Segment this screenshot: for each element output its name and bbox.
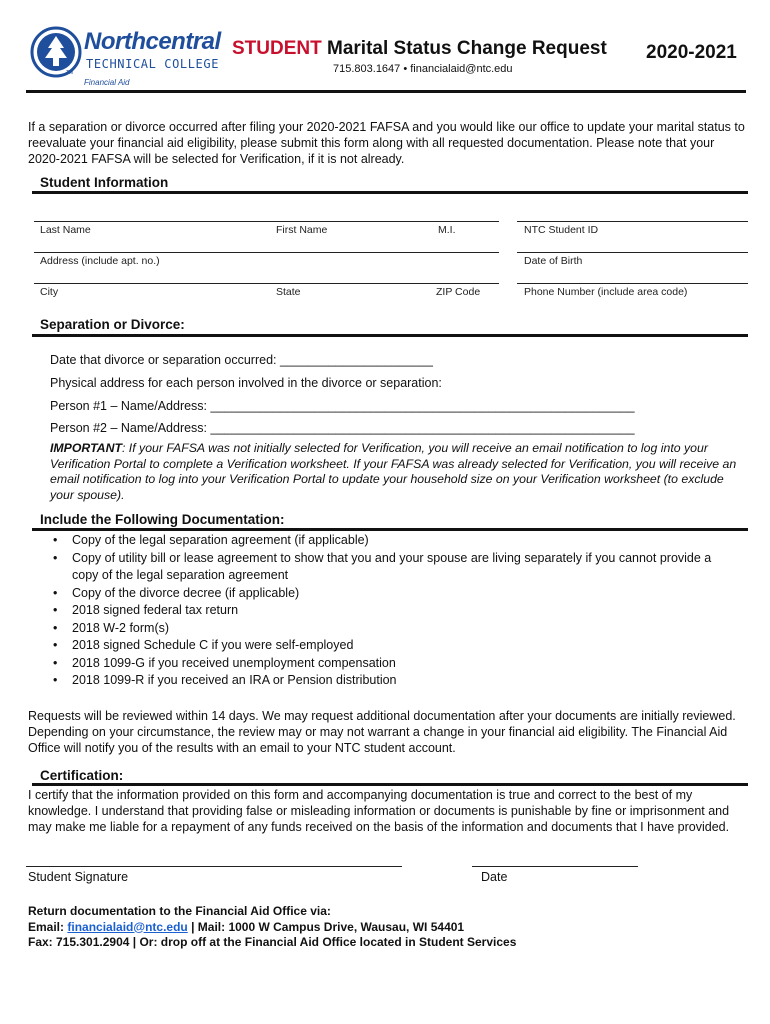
return-line1: Return documentation to the Financial Aid Office via: xyxy=(28,904,331,918)
logo-name: Northcentral xyxy=(84,28,221,55)
separation-date-line: Date that divorce or separation occurred: ______________________ xyxy=(50,353,433,367)
list-item: • 2018 signed Schedule C if you were self-employed xyxy=(50,637,740,655)
title-text: Marital Status Change Request xyxy=(327,38,607,59)
row2-line-left xyxy=(34,252,499,253)
form-title xyxy=(232,38,607,60)
signature-line xyxy=(26,866,402,867)
certification-title: Certification: xyxy=(40,768,124,783)
zip-label: ZIP Code xyxy=(436,286,481,298)
certification-text: I certify that the information provided on this form and accompanying documentation is true and correct to the best of my knowledge. I understand that providing false or misleading information or documents is punishable by fine or imprisonment and may make me liable for a repayment of any funds received on the basis of the information and documents that I have provided. xyxy=(28,788,730,834)
row3-line-right xyxy=(517,283,748,284)
form-year: 2020-2021 xyxy=(646,42,737,63)
list-item: • 2018 W-2 form(s) xyxy=(50,620,740,638)
list-item: • 2018 1099-R if you received an IRA or Pension distribution xyxy=(50,672,740,690)
intro-paragraph: If a separation or divorce occurred after filing your 2020-2021 FAFSA and you would like our office to update your marital status to reevaluate your financial aid eligibility, please submit this form along with all requested documentation. Please note that your 2020-2021 FAFSA will be selected for Verification, if it is not already. xyxy=(28,120,745,166)
important-note xyxy=(50,441,746,503)
list-item: • Copy of the legal separation agreement (if applicable) xyxy=(50,532,740,550)
return-info xyxy=(28,904,758,951)
row1-line-right xyxy=(517,221,748,222)
return-line3: Fax: 715.301.2904 | Or: drop off at the Financial Aid Office located in Student Services xyxy=(28,935,517,949)
row2-line-right xyxy=(517,252,748,253)
student-id-label: NTC Student ID xyxy=(524,224,599,236)
email-prefix: Email: xyxy=(28,919,68,934)
student-info-title: Student Information xyxy=(40,175,169,190)
first-name-label: First Name xyxy=(276,224,328,236)
city-label: City xyxy=(40,286,59,298)
header-rule xyxy=(26,90,746,93)
contact-line: 715.803.1647 • financialaid@ntc.edu xyxy=(333,63,513,75)
documentation-title: Include the Following Documentation: xyxy=(40,512,285,527)
mi-label: M.I. xyxy=(438,224,456,236)
list-item: • 2018 1099-G if you received unemployment compensation xyxy=(50,655,740,673)
separation-rule xyxy=(32,334,748,337)
list-item: • Copy of utility bill or lease agreement to show that you and your spouse are living separately if you cannot provide a copy of the legal separation agreement xyxy=(50,550,740,585)
important-text: : If your FAFSA was not initially selected for Verification, you will receive an email notification to log into your Verification Portal to complete a Verification worksheet. If your FAFSA was already selected for Verification, you will receive an email notification to log into your Verification Portal to update your household size on your Verification worksheet (to exclude your spouse). xyxy=(50,441,737,502)
row3-line-left xyxy=(34,283,499,284)
tree-seal-icon xyxy=(30,26,82,78)
logo-subtitle: TECHNICAL COLLEGE xyxy=(86,57,220,71)
title-student: STUDENT xyxy=(232,38,322,59)
logo-trademark: TM xyxy=(66,70,74,76)
phone-label: Phone Number (include area code) xyxy=(524,286,688,298)
mail-address: | Mail: 1000 W Campus Drive, Wausau, WI 54401 xyxy=(187,919,465,934)
email-link[interactable]: financialaid@ntc.edu xyxy=(67,919,188,934)
documentation-rule xyxy=(32,528,748,531)
certification-rule xyxy=(32,783,748,786)
list-item: • Copy of the divorce decree (if applicable) xyxy=(50,585,740,603)
person1-line: Person #1 – Name/Address: _____________________________________________________________ xyxy=(50,399,635,413)
logo-department: Financial Aid xyxy=(84,78,130,87)
physical-address-text: Physical address for each person involved in the divorce or separation: xyxy=(50,376,442,390)
important-label: IMPORTANT xyxy=(50,441,122,455)
student-info-rule xyxy=(32,191,748,194)
date-label: Date xyxy=(481,870,508,884)
person2-line: Person #2 – Name/Address: _____________________________________________________________ xyxy=(50,421,635,435)
signature-label: Student Signature xyxy=(28,870,129,884)
date-line xyxy=(472,866,638,867)
state-label: State xyxy=(276,286,301,298)
dob-label: Date of Birth xyxy=(524,255,583,267)
list-item: • 2018 signed federal tax return xyxy=(50,602,740,620)
documentation-list xyxy=(50,532,740,690)
last-name-label: Last Name xyxy=(40,224,91,236)
address-label: Address (include apt. no.) xyxy=(40,255,160,267)
separation-title: Separation or Divorce: xyxy=(40,317,185,332)
college-logo xyxy=(30,26,226,90)
row1-line-left xyxy=(34,221,499,222)
review-note: Requests will be reviewed within 14 days. We may request additional documentation after your documents are initially reviewed. Depending on your circumstance, the review may or may not warrant a change in your financial aid eligibility. The Financial Aid Office will notify you of the results with an email to your NTC student account. xyxy=(28,709,736,755)
return-line2 xyxy=(28,920,758,936)
